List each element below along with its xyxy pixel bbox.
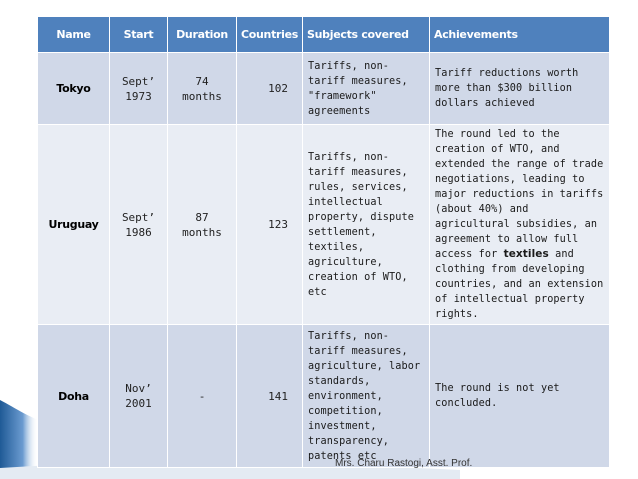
table-row (38, 325, 610, 468)
start-month: Nov’ (125, 382, 152, 395)
duration-cell (168, 53, 237, 125)
countries-cell: 141 (237, 325, 303, 468)
header-achievements: Achievements (430, 17, 610, 53)
duration-value: 87 (195, 210, 209, 224)
start-month: Sept’ (121, 74, 156, 88)
round-name: Doha (38, 325, 110, 468)
duration-unit: months (182, 225, 222, 239)
start-cell (110, 325, 168, 468)
achievements-text-post: and clothing from developing countries, and an extension of intellectual property rights. (435, 249, 604, 320)
footer-credit: Mrs. Charu Rastogi, Asst. Prof. (335, 458, 473, 469)
start-year: 2001 (125, 397, 152, 410)
countries-cell: 123 (237, 125, 303, 325)
header-duration: Duration (168, 17, 237, 53)
header-countries: Countries (237, 17, 303, 53)
duration-cell: - (168, 325, 237, 468)
achievements-cell: Tariff reductions worth more than $300 billion dollars achieved (430, 53, 610, 125)
duration-cell (168, 125, 237, 325)
start-year: 1986 (125, 225, 152, 239)
subjects-cell: Tariffs, non-tariff measures, rules, services, intellectual property, dispute settlement, textiles, agriculture, creation of WTO, etc (303, 125, 430, 325)
round-name: Tokyo (38, 53, 110, 125)
subjects-cell: Tariffs, non-tariff measures, agriculture, labor standards, environment, competition, investment, transparency, patents etc (303, 325, 430, 468)
header-start: Start (110, 17, 168, 53)
start-cell (110, 125, 168, 325)
start-cell (110, 53, 168, 125)
achievements-text-pre: The round led to the creation of WTO, and extended the range of trade negotiations, leading to major reductions in tariffs (about 40%) and agricultural subsidies, an agreement to allow full access for (435, 129, 604, 260)
achievements-cell (430, 125, 610, 325)
start-year: 1973 (125, 89, 152, 103)
countries-cell: 102 (237, 53, 303, 125)
table-header-row (38, 17, 610, 53)
duration-unit: months (182, 89, 222, 103)
start-month: Sept’ (121, 210, 156, 224)
table-row (38, 53, 610, 125)
round-name: Uruguay (38, 125, 110, 325)
header-name: Name (38, 17, 110, 53)
subjects-cell: Tariffs, non-tariff measures, "framework" agreements (303, 53, 430, 125)
header-subjects: Subjects covered (303, 17, 430, 53)
achievements-cell: The round is not yet concluded. (430, 325, 610, 468)
duration-value: 74 (195, 74, 209, 88)
achievements-text-bold: textiles (503, 248, 549, 260)
table-row (38, 125, 610, 325)
gatt-rounds-table (37, 16, 610, 468)
